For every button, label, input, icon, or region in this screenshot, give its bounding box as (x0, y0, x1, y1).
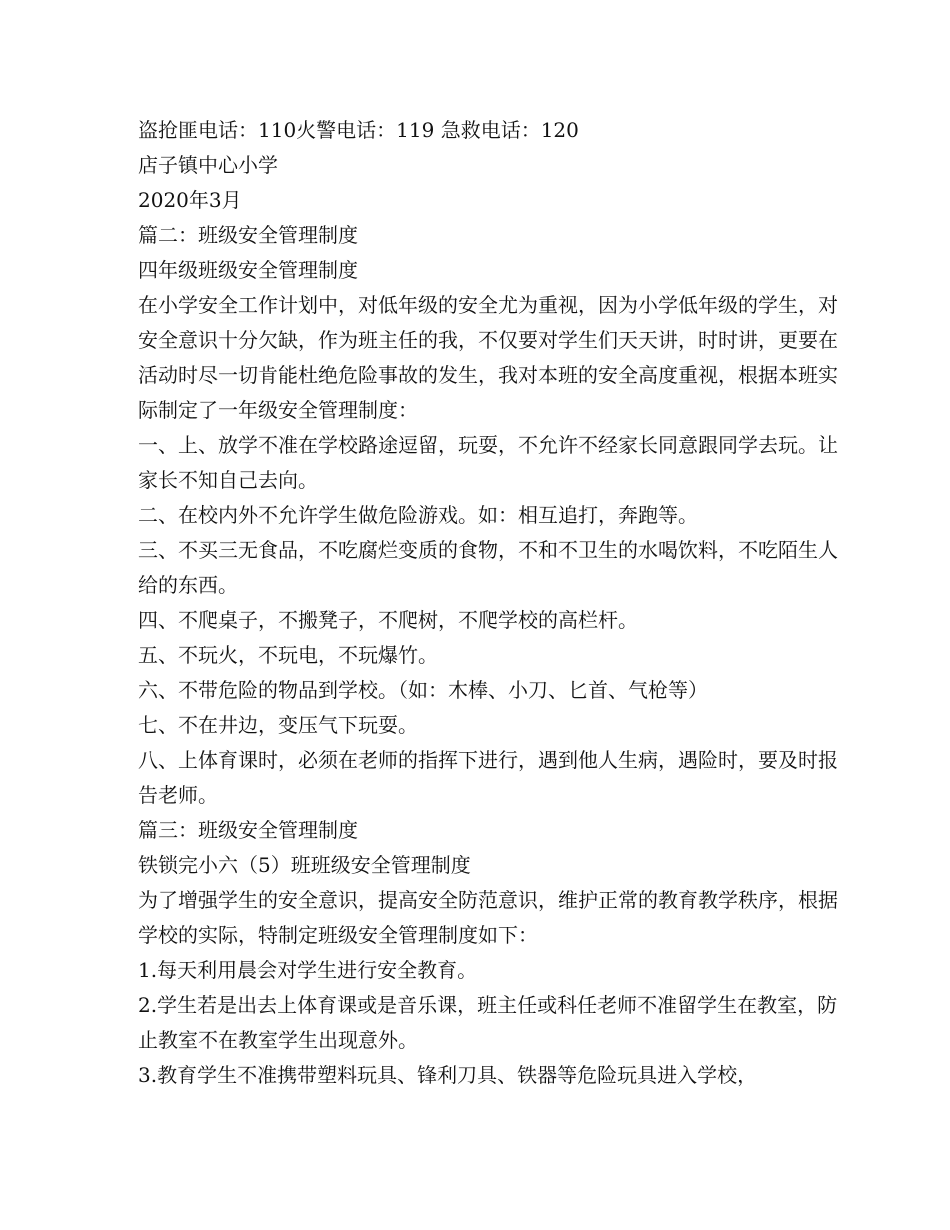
rule-item-6: 六、不带危险的物品到学校。（如：木棒、小刀、匕首、气枪等） (138, 678, 708, 702)
emergency-numbers-line: 盗抢匪电话：110火警电话：119 急救电话：120 (138, 118, 579, 142)
section-subtitle-2: 四年级班级安全管理制度 (138, 258, 358, 282)
rule-item-8: 八、上体育课时，必须在老师的指挥下进行，遇到他人生病，遇险时，要及时报告老师。 (138, 748, 838, 807)
rule-item-7: 七、不在井边，变压气下玩耍。 (138, 713, 418, 737)
section-subtitle-3: 铁锁完小六（5）班班级安全管理制度 (138, 853, 471, 877)
numbered-item-2: 2.学生若是出去上体育课或是音乐课，班主任或科任老师不准留学生在教室，防止教室不在教室学生出现意外。 (138, 993, 838, 1052)
rule-item-2: 二、在校内外不允许学生做危险游戏。如：相互追打，奔跑等。 (138, 503, 698, 527)
paragraph-intro-3: 为了增强学生的安全意识，提高安全防范意识，维护正常的教育教学秩序，根据学校的实际，特制定班级安全管理制度如下： (138, 888, 838, 947)
rule-item-1: 一、上、放学不准在学校路途逗留，玩耍，不允许不经家长同意跟同学去玩。让家长不知自己去向。 (138, 433, 838, 492)
rule-item-5: 五、不玩火，不玩电，不玩爆竹。 (138, 643, 438, 667)
rule-item-4: 四、不爬桌子，不搬凳子，不爬树，不爬学校的高栏杆。 (138, 608, 638, 632)
numbered-item-1: 1.每天利用晨会对学生进行安全教育。 (138, 958, 478, 982)
rule-item-3: 三、不买三无食品，不吃腐烂变质的食物，不和不卫生的水喝饮料，不吃陌生人给的东西。 (138, 538, 838, 597)
section-heading-3: 篇三：班级安全管理制度 (138, 818, 358, 842)
paragraph-intro-2: 在小学安全工作计划中，对低年级的安全尤为重视，因为小学低年级的学生，对安全意识十分欠缺，作为班主任的我，不仅要对学生们天天讲，时时讲，更要在活动时尽一切肯能杜绝危险事故的发生，我对本班的安全高度重视，根据本班实际制定了一年级安全管理制度： (138, 293, 838, 422)
document-body (138, 113, 838, 1093)
school-name-line: 店子镇中心小学 (138, 153, 278, 177)
section-heading-2: 篇二：班级安全管理制度 (138, 223, 358, 247)
date-line: 2020年3月 (138, 188, 242, 212)
numbered-item-3: 3.教育学生不准携带塑料玩具、锋利刀具、铁器等危险玩具进入学校， (138, 1063, 758, 1087)
